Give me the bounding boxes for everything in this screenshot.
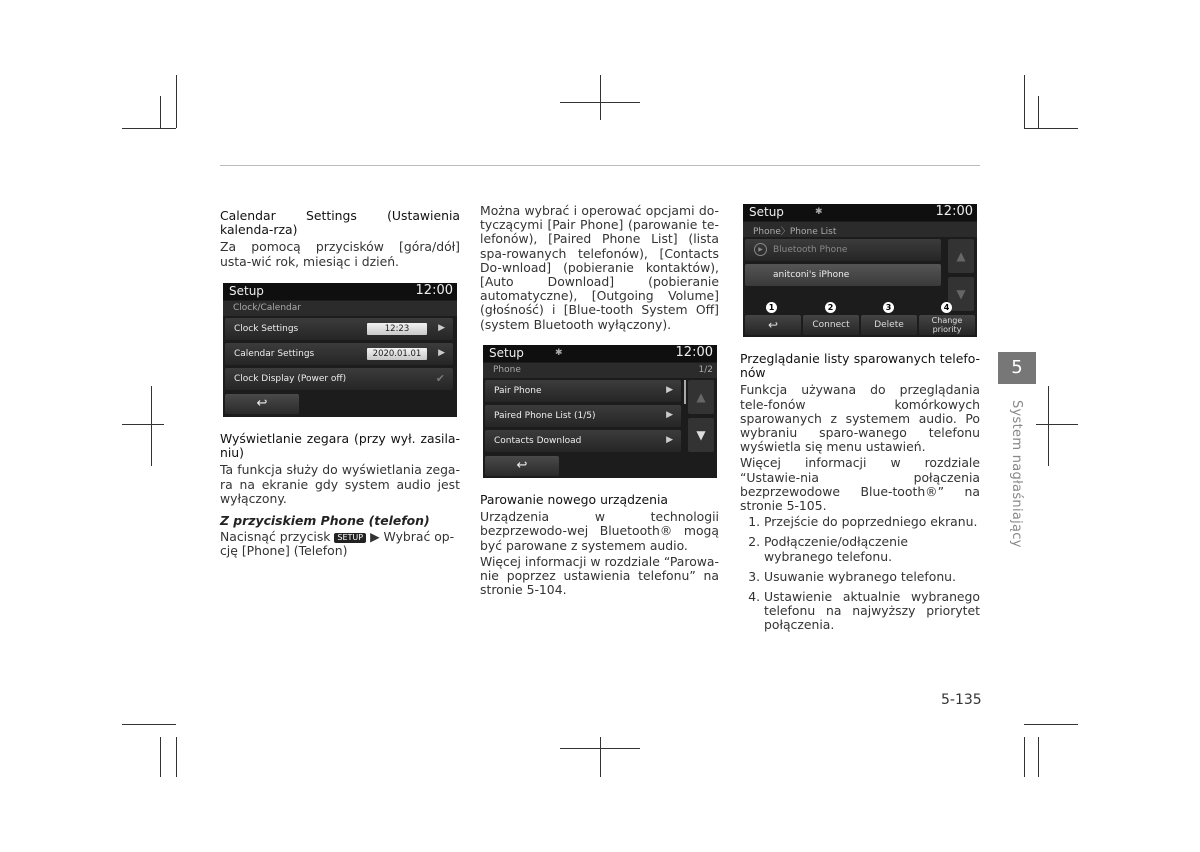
play-icon: ▶ xyxy=(370,529,380,545)
pairing-more-text: Więcej informacji w rozdziale “Parowa-nie poprzez ustawienia telefonu” na stronie 5-104. xyxy=(480,553,719,598)
back-button[interactable]: ↩ xyxy=(225,394,299,414)
row-label: Clock Display (Power off) xyxy=(234,374,347,384)
date-value: 2020.01.01 xyxy=(367,348,427,360)
pairing-heading: Parowanie nowego urządzenia xyxy=(480,492,668,507)
crop-mark xyxy=(122,128,176,129)
row-label: Paired Phone List (1/5) xyxy=(494,411,596,421)
page-indicator: 1/2 xyxy=(698,365,713,375)
row-label: Calendar Settings xyxy=(234,349,315,359)
screen-clock: 12:00 xyxy=(415,283,453,298)
screen-clock: 12:00 xyxy=(935,204,973,219)
row-label: Clock Settings xyxy=(234,324,299,334)
scroll-down-button[interactable]: ▼ xyxy=(688,418,714,452)
callout-number: 2 xyxy=(825,302,836,313)
setup-key: SETUP xyxy=(334,533,366,543)
arrow-right-icon: ▶ xyxy=(438,348,445,358)
crop-mark xyxy=(122,424,164,425)
screen-header xyxy=(483,345,717,362)
callout-list xyxy=(740,515,980,632)
callout-number: 3 xyxy=(883,302,894,313)
crop-mark xyxy=(1024,128,1078,129)
change-priority-button[interactable]: Change priority xyxy=(919,315,975,335)
column-2 xyxy=(480,204,719,334)
scroll-up-button[interactable]: ▲ xyxy=(948,239,974,273)
delete-button[interactable]: Delete xyxy=(861,315,917,335)
calendar-settings-row[interactable] xyxy=(225,343,453,365)
play-circle-icon: ▶ xyxy=(754,243,767,256)
bluetooth-icon: ✱ xyxy=(815,207,823,217)
pairing-text: Urządzenia w technologii bezprzewodo-wej Bluetooth® mogą być parowane z systemem audio. xyxy=(480,509,719,553)
crop-mark xyxy=(1036,424,1078,425)
list-item: 3. Usuwanie wybranego telefonu. xyxy=(764,570,980,584)
list-item: 4. Ustawienie aktualnie wybranego telefonu na najwyższy priorytet połączenia. xyxy=(764,590,980,633)
crop-mark xyxy=(160,96,161,128)
clock-display-row[interactable] xyxy=(225,368,453,390)
chapter-tab: 5 xyxy=(998,352,1036,384)
page-number: 5-135 xyxy=(941,692,982,708)
calendar-settings-text: Za pomocą przycisków [góra/dół] usta-wić rok, miesiąc i dzień. xyxy=(220,239,460,269)
time-value: 12:23 xyxy=(367,323,427,335)
column-2-lower xyxy=(480,493,719,599)
clock-settings-row[interactable] xyxy=(225,318,453,340)
callout-number: 1 xyxy=(766,302,777,313)
row-label: Contacts Download xyxy=(494,436,582,446)
crop-mark xyxy=(600,737,601,777)
back-button[interactable]: ↩ xyxy=(485,456,559,476)
phone-button-text xyxy=(220,530,460,558)
connect-button[interactable]: Connect xyxy=(803,315,859,335)
list-item: 2. Podłączenie/odłączenie wybranego telefonu. xyxy=(764,535,980,563)
iphone-row[interactable] xyxy=(745,264,941,286)
arrow-right-icon: ▶ xyxy=(666,410,673,420)
list-item: 1. Przejście do poprzedniego ekranu. xyxy=(764,515,980,529)
clock-calendar-screen xyxy=(223,283,457,417)
instruction-text: Nacisnąć przycisk xyxy=(220,529,331,545)
screen-header xyxy=(223,283,457,300)
calendar-settings-heading: Calendar Settings (Ustawienia kalenda-rza) xyxy=(220,208,460,238)
screen-header xyxy=(743,204,977,221)
clock-display-text: Ta funkcja służy do wyświetlania zega-ra na ekranie gdy system audio jest wyłączony. xyxy=(220,462,460,506)
crop-mark xyxy=(176,75,177,128)
paired-list-text: Funkcja używana do przeglądania tele-fonów komórkowych sparowanych z systemem audio. Po wybraniu sparo-wanego telefonu wyświetla się menu ustawień. xyxy=(740,382,980,455)
crop-mark xyxy=(151,386,152,466)
arrow-right-icon: ▶ xyxy=(666,385,673,395)
crop-mark xyxy=(122,724,176,725)
crop-mark xyxy=(1024,737,1025,777)
breadcrumb-text: Clock/Calendar xyxy=(233,303,301,313)
scroll-up-button[interactable]: ▲ xyxy=(688,380,714,414)
row-label: Pair Phone xyxy=(494,386,542,396)
breadcrumb-text: Phone〉Phone List xyxy=(753,227,837,237)
screen-title: Setup xyxy=(229,284,264,298)
screen-clock: 12:00 xyxy=(675,345,713,360)
section-title: System nagłaśniający xyxy=(1009,400,1024,548)
crop-mark xyxy=(176,737,177,777)
crop-mark xyxy=(600,75,601,120)
clock-display-heading: Wyświetlanie zegara (przy wył. zasila-niu) xyxy=(220,431,460,461)
bluetooth-icon: ✱ xyxy=(555,348,563,358)
header-rule xyxy=(220,165,980,166)
screen-title: Setup xyxy=(489,346,524,360)
paired-phone-list-row[interactable] xyxy=(485,405,681,427)
screen-title: Setup xyxy=(749,205,784,219)
screen-breadcrumb xyxy=(743,222,977,237)
column-1 xyxy=(220,209,460,271)
scroll-thumb[interactable] xyxy=(684,380,686,404)
phone-list-screen xyxy=(743,204,977,337)
breadcrumb-text: Phone xyxy=(493,365,521,375)
screen-breadcrumb xyxy=(483,363,717,378)
phone-options-text: Można wybrać i operować opcjami do-tyczącymi [Pair Phone] (parowanie te-lefonów), [Paired Phone List] (lista spa-rowanych telefonów), [Contacts Do-wnload] (pobieranie kontaktów), [Auto Download] (pobieranie automatyczne), [Outgoing Volume] (głośność) i [Blue-tooth System Off] (system Bluetooth wyłączony). xyxy=(480,203,719,332)
back-button[interactable]: ↩ xyxy=(745,315,801,335)
arrow-right-icon: ▶ xyxy=(438,323,445,333)
row-label: anitconi's iPhone xyxy=(773,270,850,280)
crop-mark xyxy=(1024,75,1025,128)
column-3 xyxy=(740,352,980,639)
phone-button-heading: Z przyciskiem Phone (telefon) xyxy=(220,513,430,529)
bluetooth-phone-row[interactable] xyxy=(745,239,941,261)
crop-mark xyxy=(1038,96,1039,128)
arrow-right-icon: ▶ xyxy=(666,435,673,445)
instruction-text-2: Wybrać op-cję [Phone] (Telefon) xyxy=(220,529,455,559)
callout-number: 4 xyxy=(941,302,952,313)
crop-mark xyxy=(1024,724,1078,725)
contacts-download-row[interactable] xyxy=(485,430,681,452)
column-1-lower xyxy=(220,432,460,561)
paired-list-more-text: Więcej informacji w rozdziale “Ustawie-nia połączenia bezprzewodowe Blue-tooth®” na stronie 5-105. xyxy=(740,455,980,514)
crop-mark xyxy=(1048,386,1049,466)
pair-phone-row[interactable] xyxy=(485,380,681,402)
row-label: Bluetooth Phone xyxy=(773,245,848,255)
checkmark-icon: ✔ xyxy=(435,372,445,385)
phone-setup-screen xyxy=(483,345,717,478)
crop-mark xyxy=(1038,737,1039,777)
scroll-down-button[interactable]: ▼ xyxy=(948,277,974,311)
paired-list-heading: Przeglądanie listy sparowanych telefo-nów xyxy=(740,351,980,381)
screen-breadcrumb xyxy=(223,301,457,316)
crop-mark xyxy=(160,737,161,777)
